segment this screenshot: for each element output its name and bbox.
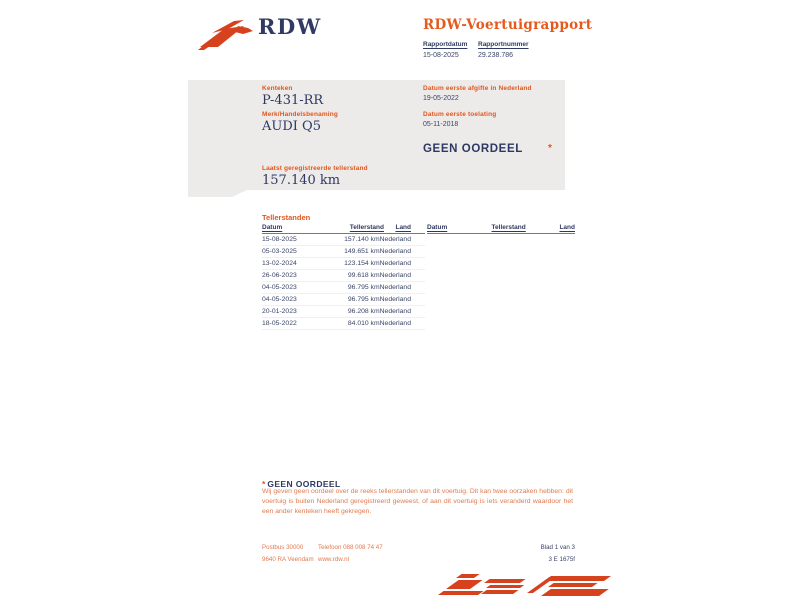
table-header-row [262,224,425,234]
rdw-logo-text: RDW [258,14,322,39]
cell-tellerstand: 96.795 km [347,296,380,303]
table-row [262,258,425,270]
cell-tellerstand: 123.154 km [344,260,380,267]
cell-date: 26-06-2023 [262,272,297,279]
cell-date: 04-05-2023 [262,284,297,291]
footer-form-code: 3 E 1675f [548,556,575,563]
footnote-body: Wij geven geen oordeel over de reeks tellerstanden van dit voertuig. Dit kan twee oorzaken hebben: dit voertuig is buiten Nederland geregistreerd geweest, of aan dit voertuig is iets veranderd waardoor het een ander kenteken heeft gekregen. [262,488,573,515]
cell-tellerstand: 96.795 km [347,284,380,291]
column-header-datum: Datum [262,224,283,231]
tellerstand-value: 157.140 km [262,173,341,188]
cell-date: 15-08-2025 [262,236,297,243]
table-row [262,318,425,330]
afgifte-label: Datum eerste afgifte in Nederland [423,85,532,92]
cell-date: 05-03-2025 [262,248,297,255]
tellerstand-label: Laatst geregistreerde tellerstand [262,165,368,172]
table-row [262,246,425,258]
table-header-row [427,224,575,234]
cell-tellerstand: 149.651 km [344,248,380,255]
verdict-banner: GEEN OORDEEL [423,143,523,155]
footer-page-info [480,542,575,566]
footer-website: www.rdw.nl [318,556,349,563]
cell-land: Nederland [379,284,411,291]
footer-address-line2: 9640 RA Veendam [262,556,314,563]
kenteken-label: Kenteken [262,85,293,92]
table-row [262,294,425,306]
tellerstanden-table [262,224,425,330]
cell-tellerstand: 84.010 km [347,320,380,327]
column-header-land: Land [395,224,411,231]
footer-address [262,542,314,566]
verdict-asterisk: * [548,143,552,154]
table-row [262,234,425,246]
cell-date: 18-05-2022 [262,320,297,327]
cell-land: Nederland [379,260,411,267]
footer-page-number: Blad 1 van 3 [540,544,575,551]
footnote-asterisk: * [262,479,266,489]
decoration-stripes-icon [430,571,615,600]
vehicle-summary-panel [188,80,565,197]
report-number-value: 29.238.786 [478,52,514,59]
report-date-label: Rapportdatum [423,41,468,48]
toelating-value: 05-11-2018 [423,121,459,128]
footer-phone: Telefoon 088 008 74 47 [318,544,383,551]
cell-tellerstand: 99.618 km [347,272,380,279]
cell-land: Nederland [379,248,411,255]
cell-land: Nederland [379,296,411,303]
column-header-land: Land [559,224,575,231]
column-header-datum: Datum [427,224,448,231]
cell-date: 04-05-2023 [262,296,297,303]
cell-date: 20-01-2023 [262,308,297,315]
report-date-value: 15-08-2025 [423,52,459,59]
footer-address-line1: Postbus 30000 [262,544,304,551]
column-header-tellerstand: Tellerstand [349,224,384,231]
table-row [262,306,425,318]
merk-value: AUDI Q5 [262,119,321,134]
kenteken-value: P-431-RR [262,93,324,108]
footnote-title: GEEN OORDEEL [267,479,341,489]
table-row [262,282,425,294]
rdw-eagle-icon [198,20,256,52]
tellerstanden-section-title: Tellerstanden [262,213,311,222]
cell-tellerstand: 157.140 km [344,236,380,243]
column-header-tellerstand: Tellerstand [491,224,526,231]
report-number-label: Rapportnummer [478,41,529,48]
afgifte-value: 19-05-2022 [423,95,459,102]
cell-land: Nederland [379,272,411,279]
page-title: RDW-Voertuigrapport [423,17,593,33]
cell-date: 13-02-2024 [262,260,297,267]
tellerstanden-table-empty [427,224,575,234]
merk-label: Merk/Handelsbenaming [262,111,338,118]
cell-land: Nederland [379,320,411,327]
cell-land: Nederland [379,236,411,243]
cell-tellerstand: 96.208 km [347,308,380,315]
cell-land: Nederland [379,308,411,315]
toelating-label: Datum eerste toelating [423,111,497,118]
footer-contact [318,542,383,566]
table-row [262,270,425,282]
